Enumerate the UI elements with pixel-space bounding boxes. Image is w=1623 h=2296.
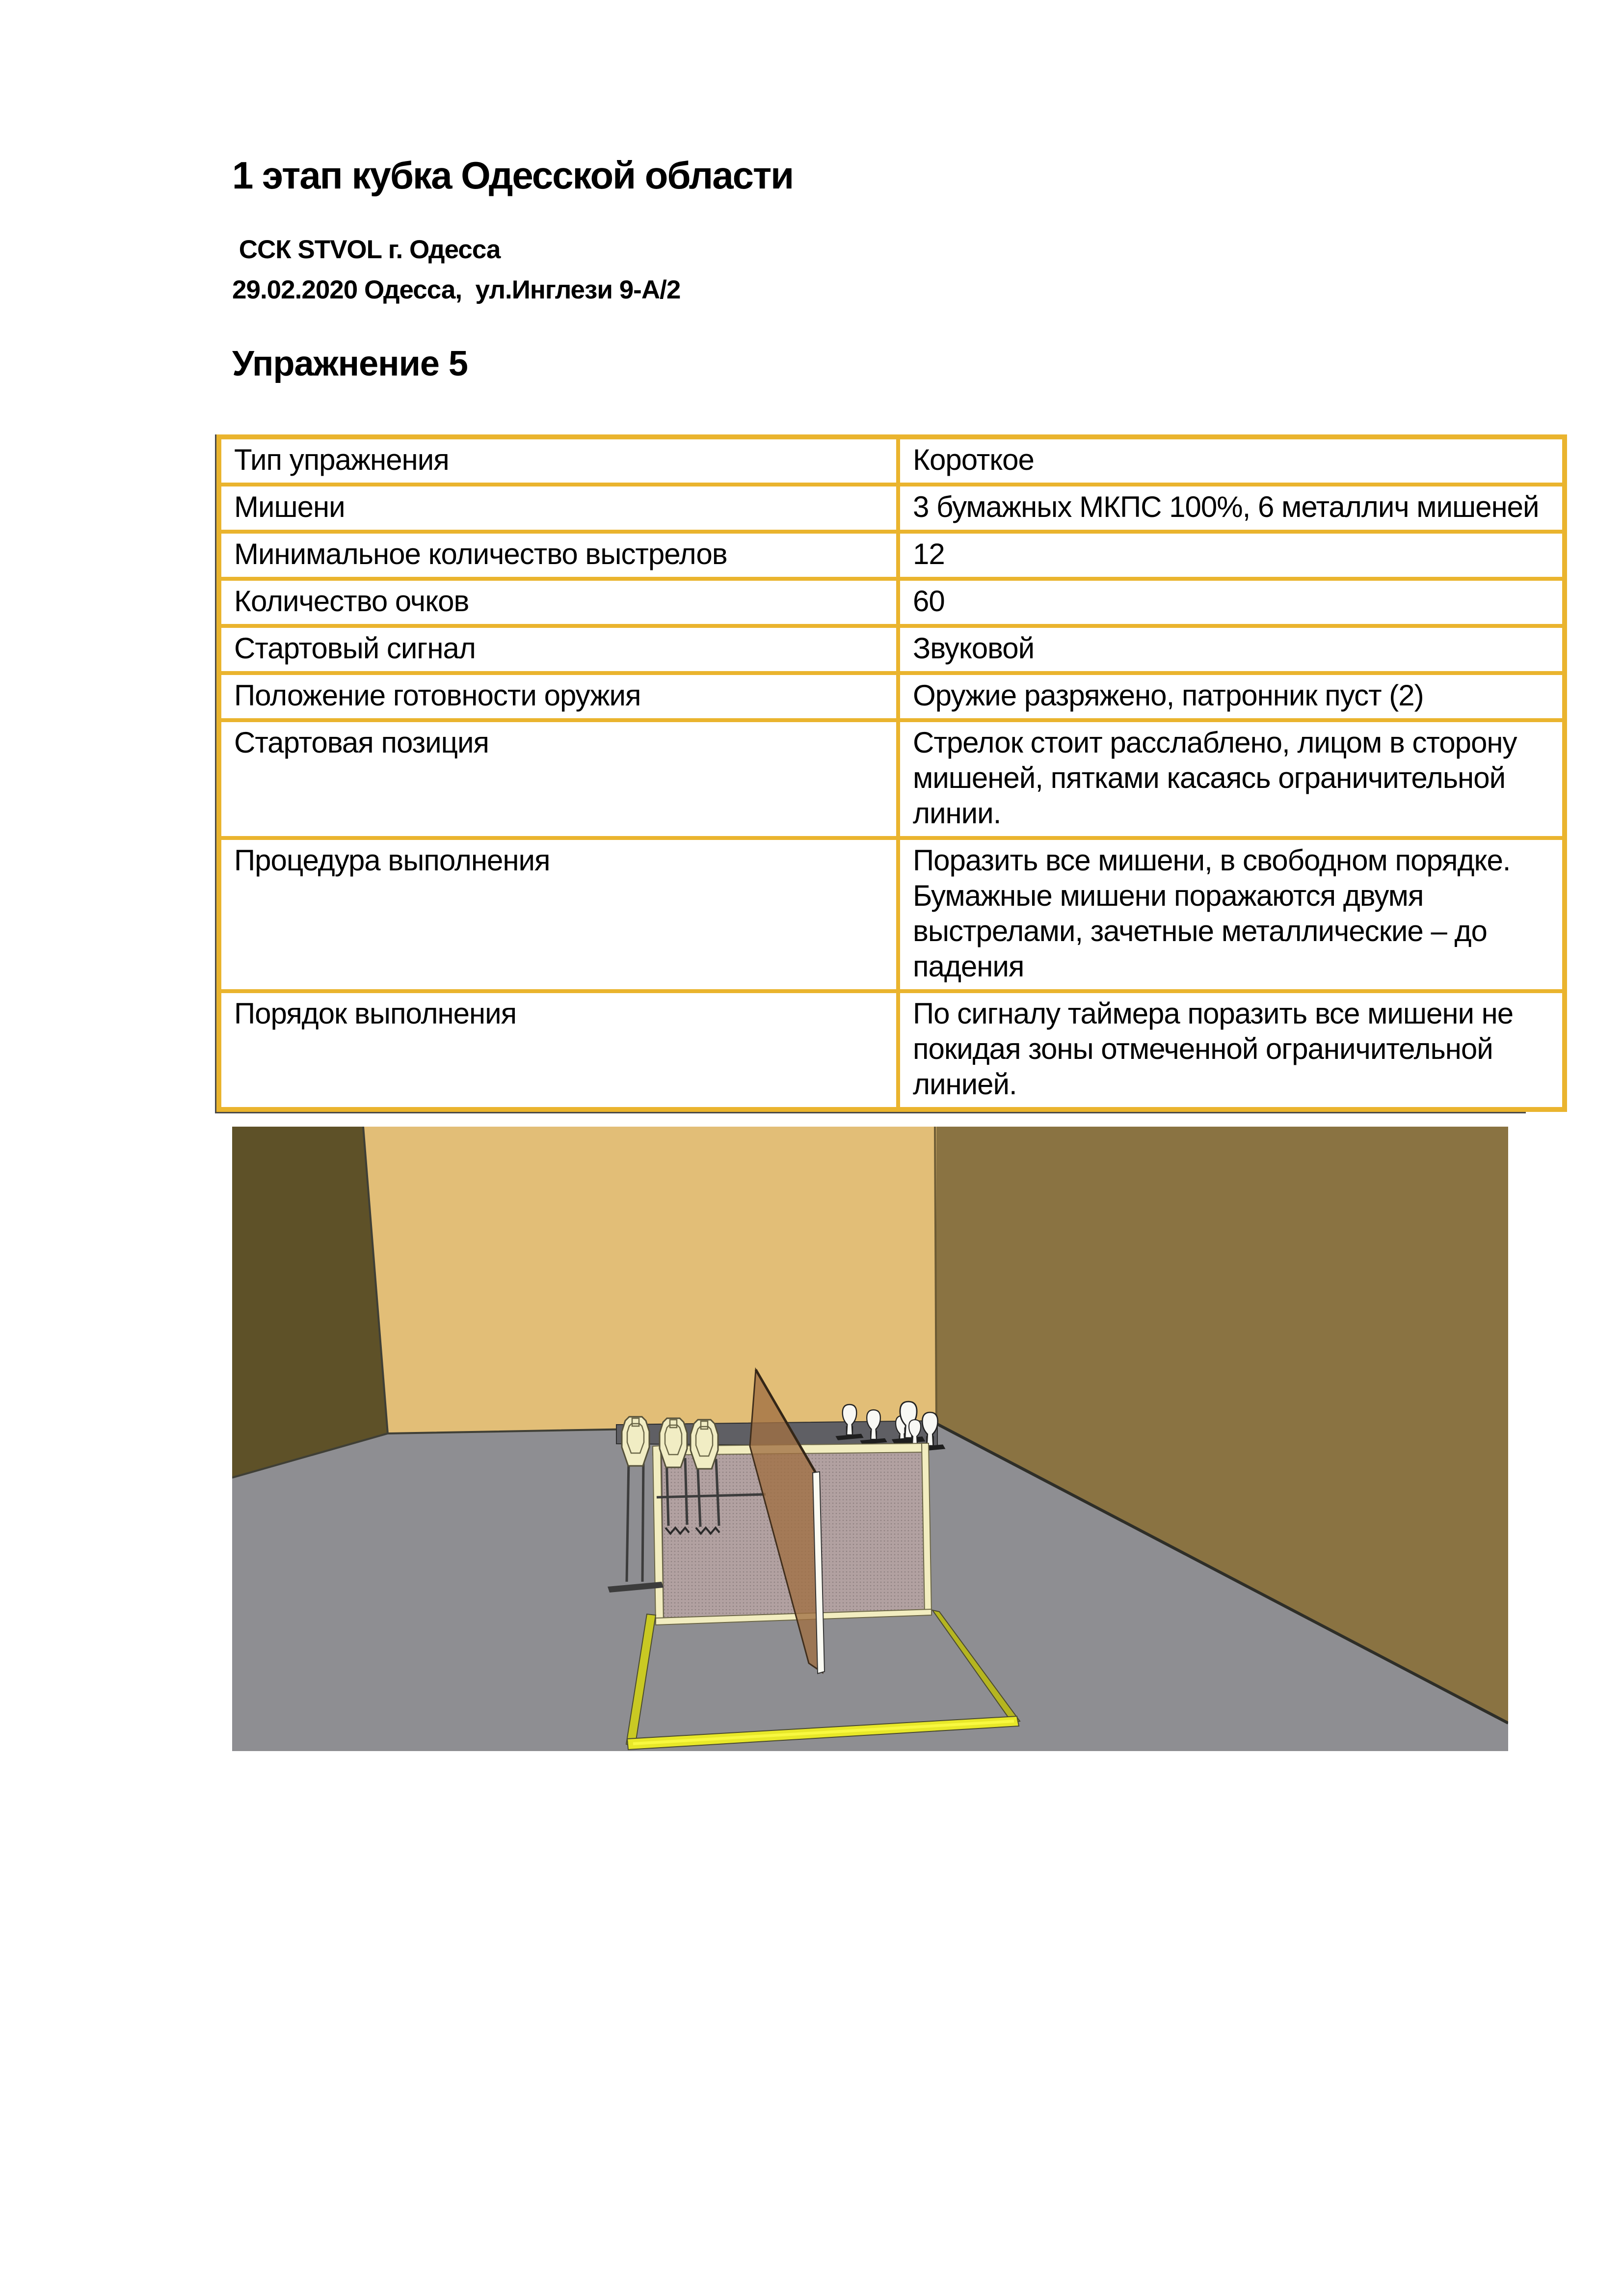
course-table bbox=[216, 434, 1567, 1112]
row-label: Тип упражнения bbox=[219, 437, 898, 485]
exercise-heading: Упражнение 5 bbox=[232, 344, 468, 383]
stage-illustration bbox=[232, 1127, 1508, 1751]
row-value: Оружие разряжено, патронник пуст (2) bbox=[898, 673, 1565, 720]
table-row bbox=[219, 485, 1565, 532]
row-label: Минимальное количество выстрелов bbox=[219, 532, 898, 579]
row-value: Короткое bbox=[898, 437, 1565, 485]
row-label: Порядок выполнения bbox=[219, 991, 898, 1109]
row-value: 3 бумажных МКПС 100%, 6 металлич мишеней bbox=[898, 485, 1565, 532]
left-wall bbox=[232, 1127, 388, 1478]
row-value: 60 bbox=[898, 579, 1565, 626]
row-value: Стрелок стоит расслаблено, лицом в сторону мишеней, пятками касаясь ограничительной линии. bbox=[898, 720, 1565, 838]
row-value: Звуковой bbox=[898, 626, 1565, 673]
club-line: ССК STVOL г. Одесса bbox=[232, 235, 501, 264]
page-title: 1 этап кубка Одесской области bbox=[232, 154, 794, 197]
date-location-line: 29.02.2020 Одесса, ул.Инглези 9-А/2 bbox=[232, 275, 681, 304]
row-label: Количество очков bbox=[219, 579, 898, 626]
row-label: Стартовая позиция bbox=[219, 720, 898, 838]
row-value: 12 bbox=[898, 532, 1565, 579]
course-table-wrap bbox=[215, 434, 1539, 1113]
table-row bbox=[219, 991, 1565, 1109]
row-label: Положение готовности оружия bbox=[219, 673, 898, 720]
table-row bbox=[219, 532, 1565, 579]
table-row bbox=[219, 626, 1565, 673]
row-value: По сигналу таймера поразить все мишени не покидая зоны отмеченной ограничительной линией. bbox=[898, 991, 1565, 1109]
table-row bbox=[219, 579, 1565, 626]
table-row bbox=[219, 838, 1565, 991]
table-row bbox=[219, 673, 1565, 720]
paper-targets bbox=[622, 1417, 718, 1469]
row-value: Поразить все мишени, в свободном порядке. Бумажные мишени поражаются двумя выстрелами, зачетные металлические – до падения bbox=[898, 838, 1565, 991]
row-label: Мишени bbox=[219, 485, 898, 532]
paper-target bbox=[660, 1418, 687, 1467]
back-wall bbox=[363, 1127, 936, 1433]
table-row bbox=[219, 437, 1565, 485]
row-label: Процедура выполнения bbox=[219, 838, 898, 991]
row-label: Стартовый сигнал bbox=[219, 626, 898, 673]
table-row bbox=[219, 720, 1565, 838]
paper-target bbox=[691, 1420, 718, 1469]
paper-target bbox=[622, 1417, 649, 1466]
